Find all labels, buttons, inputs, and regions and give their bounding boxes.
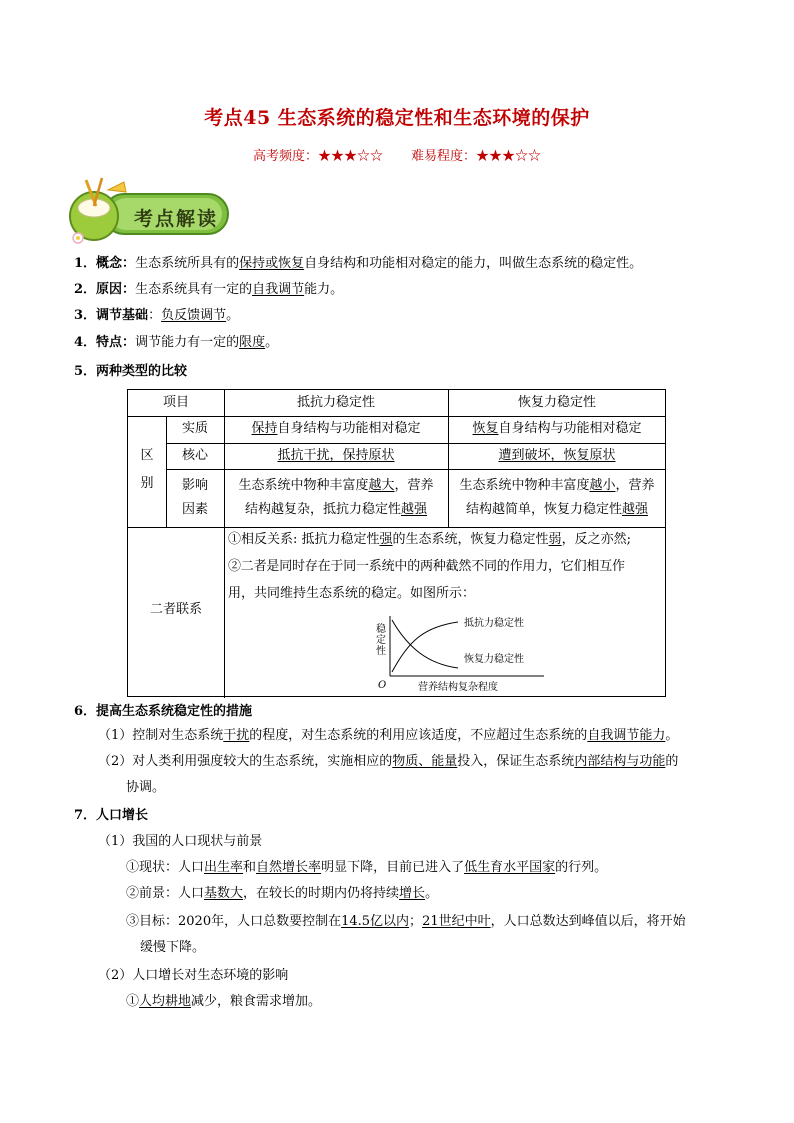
stability-graph (368, 612, 548, 694)
resistance-curve (392, 622, 458, 672)
y-label-1: 稳 (376, 624, 386, 635)
essence-recovery: 恢复自身结构与功能相对稳定 (472, 421, 642, 436)
item-6-2-cont: 协调。 (126, 780, 166, 795)
item-7-2: （2）人口增长对生态环境的影响 (98, 968, 289, 983)
header-recovery: 恢复力稳定性 (517, 395, 596, 410)
x-axis-label: 营养结构复杂程度 (418, 682, 498, 693)
difficulty-label: 难易程度： (411, 149, 477, 164)
item-6: 6．提高生态系统稳定性的措施 (74, 704, 253, 719)
row-label-factors: 影响 因素 (181, 478, 208, 517)
item-7-1: （1）我国的人口现状与前景 (98, 834, 263, 849)
origin-label: O (378, 680, 387, 691)
item-3: 3．调节基础：负反馈调节。 (74, 308, 240, 323)
page-title: 考点45 生态系统的稳定性和生态环境的保护 (204, 107, 590, 129)
item-6-1: （1）控制对生态系统干扰的程度，对生态系统的利用应该适度，不应超过生态系统的自我调节能力。 (98, 728, 679, 743)
y-label-3: 性 (376, 646, 386, 657)
y-label-2: 定 (376, 635, 386, 646)
difficulty-stars: ★★★☆☆ (476, 149, 542, 164)
essence-resistance: 保持自身结构与功能相对稳定 (251, 421, 421, 436)
item-7-1-status: ①现状：人口出生率和自然增长率明显下降，目前已进入了低生育水平国家的行列。 (126, 860, 608, 875)
row-label-relation: 二者联系 (149, 602, 202, 617)
row-label-essence: 实质 (181, 421, 208, 436)
header-resistance: 抵抗力稳定性 (296, 395, 375, 410)
frequency-stars: ★★★☆☆ (317, 149, 383, 164)
comparison-table (127, 389, 666, 697)
difficulty-meta (0, 145, 794, 164)
item-2: 2．原因：生态系统具有一定的自我调节能力。 (74, 282, 344, 297)
core-recovery: 遭到破坏，恢复原状 (498, 448, 616, 463)
item-7-1-goal-cont: 缓慢下降。 (140, 940, 206, 955)
item-7-2-1: ①人均耕地减少，粮食需求增加。 (126, 994, 322, 1009)
factors-resistance: 生态系统中物种丰富度越大，营养 结构越复杂，抵抗力稳定性越强 (238, 478, 434, 517)
item-7-1-goal: ③目标：2020年，人口总数要控制在14.5亿以内；21世纪中叶，人口总数达到峰值以后，将开始 (126, 914, 686, 929)
item-7-1-prospect: ②前景：人口基数大，在较长的时期内仍将持续增长。 (126, 886, 439, 901)
item-4: 4．特点：调节能力有一定的限度。 (74, 335, 279, 350)
curve-label-resistance: 抵抗力稳定性 (464, 618, 524, 629)
relation-text: ①相反关系: 抵抗力稳定性强的生态系统，恢复力稳定性弱，反之亦然; ②二者是同时存在于同一系统中的两种截然不同的作用力，它们相互作 用，共同维持生态系统的稳定。如图所示： (228, 532, 631, 601)
item-5: 5．两种类型的比较 (74, 364, 188, 379)
item-6-2: （2）对人类利用强度较大的生态系统，实施相应的物质、能量投入，保证生态系统内部结构与功能的 (98, 754, 679, 769)
section-banner (64, 176, 234, 246)
row-label-core: 核心 (181, 448, 208, 463)
recovery-curve (392, 620, 458, 668)
factors-recovery: 生态系统中物种丰富度越小，营养 结构越简单，恢复力稳定性越强 (459, 478, 655, 517)
header-item: 项目 (162, 395, 189, 410)
label-bie: 别 (140, 476, 154, 491)
banner-text: 考点解读 (133, 208, 218, 230)
curve-label-recovery: 恢复力稳定性 (464, 654, 524, 665)
label-qu: 区 (140, 448, 154, 463)
frequency-label: 高考频度： (252, 149, 318, 164)
core-resistance: 抵抗干扰，保持原状 (277, 448, 395, 463)
item-1: 1．概念：生态系统所具有的保持或恢复自身结构和功能相对稳定的能力，叫做生态系统的稳定性。 (74, 256, 643, 271)
item-7: 7．人口增长 (74, 808, 149, 823)
